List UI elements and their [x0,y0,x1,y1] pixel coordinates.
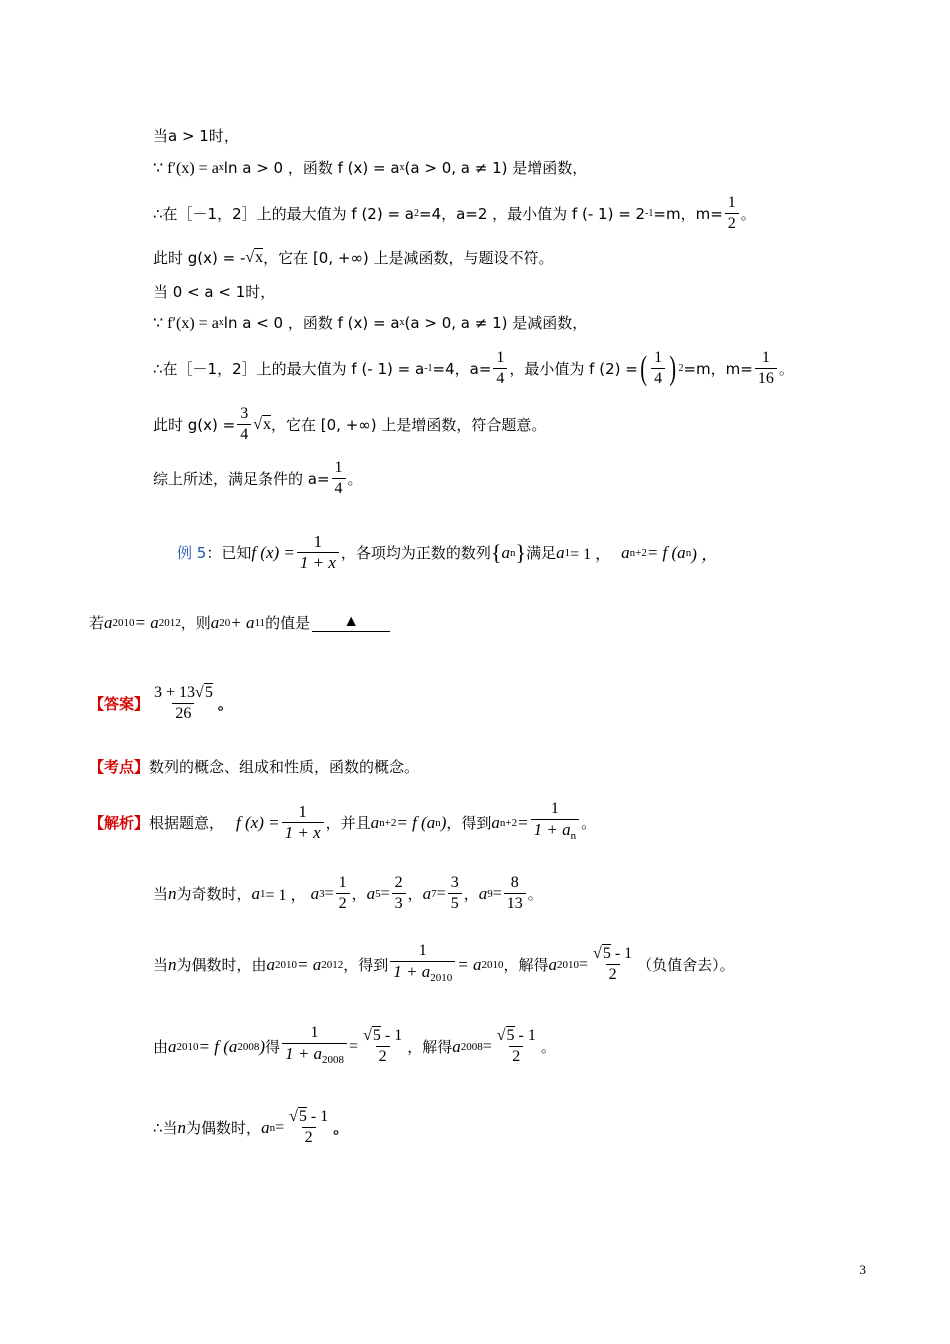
text: =m，m= [683,360,753,378]
text: 的值是 [265,614,311,632]
text: = f (a [646,542,686,562]
text: ， [407,885,423,903]
text: ：已知 [206,544,252,562]
numerator: 1 [310,1024,319,1041]
numerator-text: - 1 [306,1108,329,1125]
numerator: 3 [450,874,459,891]
numerator: 1 [334,459,343,476]
text: ，最小值为 f (2) = [509,360,638,378]
sqrt-sign: √ [593,945,602,962]
text: 。 [217,695,233,713]
numerator-text: - 1 [514,1027,536,1044]
denominator: 2 [606,964,620,984]
numerator: 1 [496,349,505,366]
subscript: 2008 [460,1040,483,1053]
text: 此时 g(x) = [153,416,236,434]
case-a-gt-1 [153,125,239,146]
numerator-text: - 1 [380,1027,403,1044]
denominator-text: 1 + a [393,962,431,981]
superscript: -1 [645,208,654,219]
text: 当 0 < a < 1时， [153,283,276,301]
text: ，解得 [503,956,549,974]
text: ∵ f′(x) = a [153,314,219,332]
numerator [151,684,216,703]
brace: { [490,539,502,565]
text: = [482,1037,492,1055]
superscript: 2 [414,208,419,219]
even-case-line [153,942,735,987]
text: 。 [347,470,363,488]
subscript: 2008 [322,1054,345,1066]
sqrt-sign: √ [363,1027,372,1044]
derivative-positive-line [153,157,587,178]
text: (a > 0, a ≠ 1) 是减函数， [404,314,588,332]
numerator [286,1108,331,1127]
topic-text: 数列的概念、组成和性质，函数的概念。 [149,758,420,776]
text: = [324,884,334,902]
fraction [332,459,346,498]
right-paren: ) [669,349,677,387]
sequence-a: a [501,542,510,562]
text: 。 [333,1119,349,1137]
text: = [275,1118,285,1136]
denominator [390,961,455,987]
text: = [380,884,390,902]
text: ln a < 0 ，函数 f (x) = a [223,314,400,332]
text: ∴当 [153,1119,178,1137]
denominator: 1 + x [282,822,324,842]
fraction [494,1027,539,1066]
g-decreasing-line [153,247,554,268]
fraction [504,874,526,913]
conclusion-line [153,459,363,498]
fraction [282,803,324,842]
fraction [392,874,406,913]
subscript: 2012 [321,958,344,971]
text: ，解得 [407,1038,453,1056]
text: ∵ f′(x) = a [153,159,219,177]
denominator: 4 [651,368,665,388]
denominator: 1 + x [297,552,339,572]
numerator [494,1027,539,1046]
text: 综上所述，满足条件的 a= [153,470,330,488]
numerator: 8 [510,874,519,891]
numerator: 1 [418,942,427,959]
text: = f (a [198,1036,238,1056]
subscript: n [570,830,577,842]
an: a [261,1117,270,1137]
final-line [153,1108,348,1147]
subscript: n+2 [629,546,647,559]
numerator: 1 [313,532,323,551]
sqrt-sign: √ [253,415,262,433]
fraction [360,1027,405,1066]
answer-tag: 【答案】 [89,695,150,713]
analysis-tag: 【解析】 [89,814,150,832]
text: 得 [265,1038,281,1056]
denominator [282,1043,347,1069]
text: 由 [153,1038,169,1056]
fraction [651,349,665,388]
sqrt-sign: √ [195,684,204,701]
numerator [590,945,635,964]
recurrence: a [370,812,380,832]
a2010: a [104,612,113,632]
text: ) [440,812,447,832]
text: ，得到 [343,956,389,974]
fraction [282,1024,347,1069]
denominator: 5 [448,893,462,913]
fraction [755,349,777,388]
numerator: 1 [654,349,663,366]
subscript: 2012 [158,616,181,629]
a2010: a [168,1036,177,1056]
a7: a [422,883,432,903]
numerator: 1 [298,802,307,821]
text: ) ， [691,545,719,564]
text: 当 [153,956,169,974]
text: = 1 ， [265,887,307,904]
recurrence: a [621,542,630,562]
text: 为偶数时， [186,1119,262,1137]
text: = [436,884,446,902]
radicand: 5 [298,1108,307,1125]
a9: a [478,883,488,903]
subscript: n [685,546,692,559]
sqrt-sign: √ [245,248,255,266]
numerator: 1 [550,800,559,817]
denominator-text: 1 + a [533,820,571,839]
answer-blank: ▲ [312,613,390,632]
text: = a [297,954,322,974]
a1: a [556,542,565,562]
analysis-line-1 [89,800,596,845]
subscript: 5 [375,887,381,900]
subscript: n+2 [499,816,518,829]
a1: a [251,883,261,903]
denominator: 13 [504,893,526,913]
text: 。 [778,360,794,378]
text: 。 [740,205,756,223]
subscript: 3 [319,887,325,900]
text: = [349,1037,359,1055]
fraction [390,942,455,987]
text: 当 [153,885,169,903]
subscript: n [269,1121,276,1134]
text: = [492,884,502,902]
text: ，则 [180,614,211,632]
radicand: 5 [204,684,213,701]
text: ，各项均为正数的数列 [340,544,491,562]
denominator: 3 [392,893,406,913]
text: =4，a=2 ，最小值为 f (- 1) = 2 [419,205,646,223]
example-5-statement [177,533,718,572]
result: a [491,812,500,832]
numerator: 1 [727,194,736,211]
page-number: 3 [859,1262,866,1277]
subscript: 20 [219,616,231,629]
numerator-text: - 1 [610,945,633,962]
numerator: 2 [394,874,403,891]
subscript: 1 [564,546,571,559]
denominator: 2 [336,893,350,913]
text: = [517,812,529,832]
example-5-question [89,612,390,633]
denominator: 4 [493,368,507,388]
text: + a [230,612,255,632]
fraction [448,874,462,913]
subscript: 11 [254,616,266,629]
radicand: x [255,249,264,266]
radicand: 5 [372,1027,381,1044]
denominator: 2 [376,1046,390,1066]
left-paren: ( [640,349,647,387]
function-f: f (x) = [251,542,295,562]
derivative-negative-line [153,312,587,333]
a2010: a [266,954,276,974]
text: 。 [540,1038,556,1056]
text: ，它在 [0, +∞) 上是增函数，符合题意。 [271,416,547,434]
fraction [725,194,739,233]
superscript: x [399,317,405,328]
n: n [168,883,177,903]
text: ， [351,885,367,903]
text: ∴在［－1，2］上的最大值为 f (- 1) = a [153,360,425,378]
subscript: 7 [431,887,437,900]
denominator: 2 [725,213,739,233]
denominator-text: 1 + a [285,1044,323,1063]
answer-line [89,684,233,723]
superscript: x [218,317,224,328]
numerator: 1 [761,349,770,366]
case-a-lt-1 [153,281,275,302]
denominator: 2 [302,1127,316,1147]
brace: } [515,539,527,565]
text: 当a > 1时， [153,127,239,145]
max-min-line-1 [153,194,756,233]
subscript: 2010 [112,616,135,629]
text: = f (a [396,812,436,832]
text: = 1 ， [570,546,612,563]
g-increasing-line [153,405,546,444]
text: ，得到 [446,814,492,832]
superscript: x [399,162,405,173]
fraction [590,945,635,984]
text: =4，a= [432,360,492,378]
fraction [297,533,339,572]
odd-case-line [153,874,543,913]
superscript: -1 [424,363,433,374]
subscript: 9 [487,887,493,900]
fraction [493,349,507,388]
max-min-line-2 [153,349,794,388]
subscript: 2010 [275,958,298,971]
subscript: 2008 [237,1040,260,1053]
text: 此时 g(x) = - [153,249,246,267]
text: 。 [581,814,597,832]
numerator [360,1027,405,1046]
denominator: 4 [237,424,251,444]
a5: a [366,883,376,903]
text: = a [134,612,159,632]
text: 为奇数时， [176,885,252,903]
a2008-result: a [452,1036,461,1056]
a20: a [210,612,220,632]
text: 满足 [526,544,557,562]
text: = a [457,954,482,974]
subscript: 2010 [430,972,453,984]
text: （负值舍去）。 [637,956,735,974]
denominator: 4 [332,478,346,498]
answer-fraction [151,684,216,723]
subscript: 2010 [557,958,580,971]
fraction [336,874,350,913]
subscript: 2010 [176,1040,199,1053]
function-f: f (x) = [236,812,280,832]
text: = [579,955,589,973]
subscript: 1 [260,887,266,900]
n: n [168,954,177,974]
text: 为偶数时，由 [176,956,267,974]
denominator: 2 [509,1046,523,1066]
text: ，并且 [325,814,371,832]
text: ，它在 [0, +∞) 上是减函数，与题设不符。 [263,249,554,267]
denominator: 16 [755,368,777,388]
text: 。 [527,885,543,903]
example-label: 例 5 [177,544,207,562]
text: ， [463,885,479,903]
subscript: n [510,546,516,559]
topic-tag: 【考点】 [89,758,150,776]
superscript: 2 [678,363,684,374]
text: =m，m= [653,205,723,223]
denominator: 26 [172,703,194,723]
a2010-result: a [548,954,558,974]
a3: a [310,883,320,903]
numerator: 1 [338,874,347,891]
superscript: x [218,162,224,173]
text: 根据题意， [149,814,225,832]
radicand: 5 [506,1027,515,1044]
subscript: n [435,816,441,829]
numerator-text: 3 + 13 [154,684,196,701]
sqrt-sign: √ [496,1027,506,1044]
subscript: n+2 [379,816,397,829]
text: (a > 0, a ≠ 1) 是增函数， [404,159,588,177]
n: n [177,1117,187,1137]
fraction [531,800,579,845]
fraction [237,405,251,444]
denominator [531,819,579,845]
text: ∴在［－1，2］上的最大值为 f (2) = a [153,205,414,223]
numerator: 3 [240,405,249,422]
text: ln a > 0 ，函数 f (x) = a [223,159,400,177]
subscript: 2010 [481,958,504,971]
topic-line [89,756,419,777]
fraction [286,1108,331,1147]
text: 若 [89,614,105,632]
from-relation-line [153,1024,556,1069]
radicand: x [263,416,271,433]
text: ) [259,1036,266,1056]
radicand: 5 [602,945,611,962]
sqrt-sign: √ [289,1108,298,1125]
